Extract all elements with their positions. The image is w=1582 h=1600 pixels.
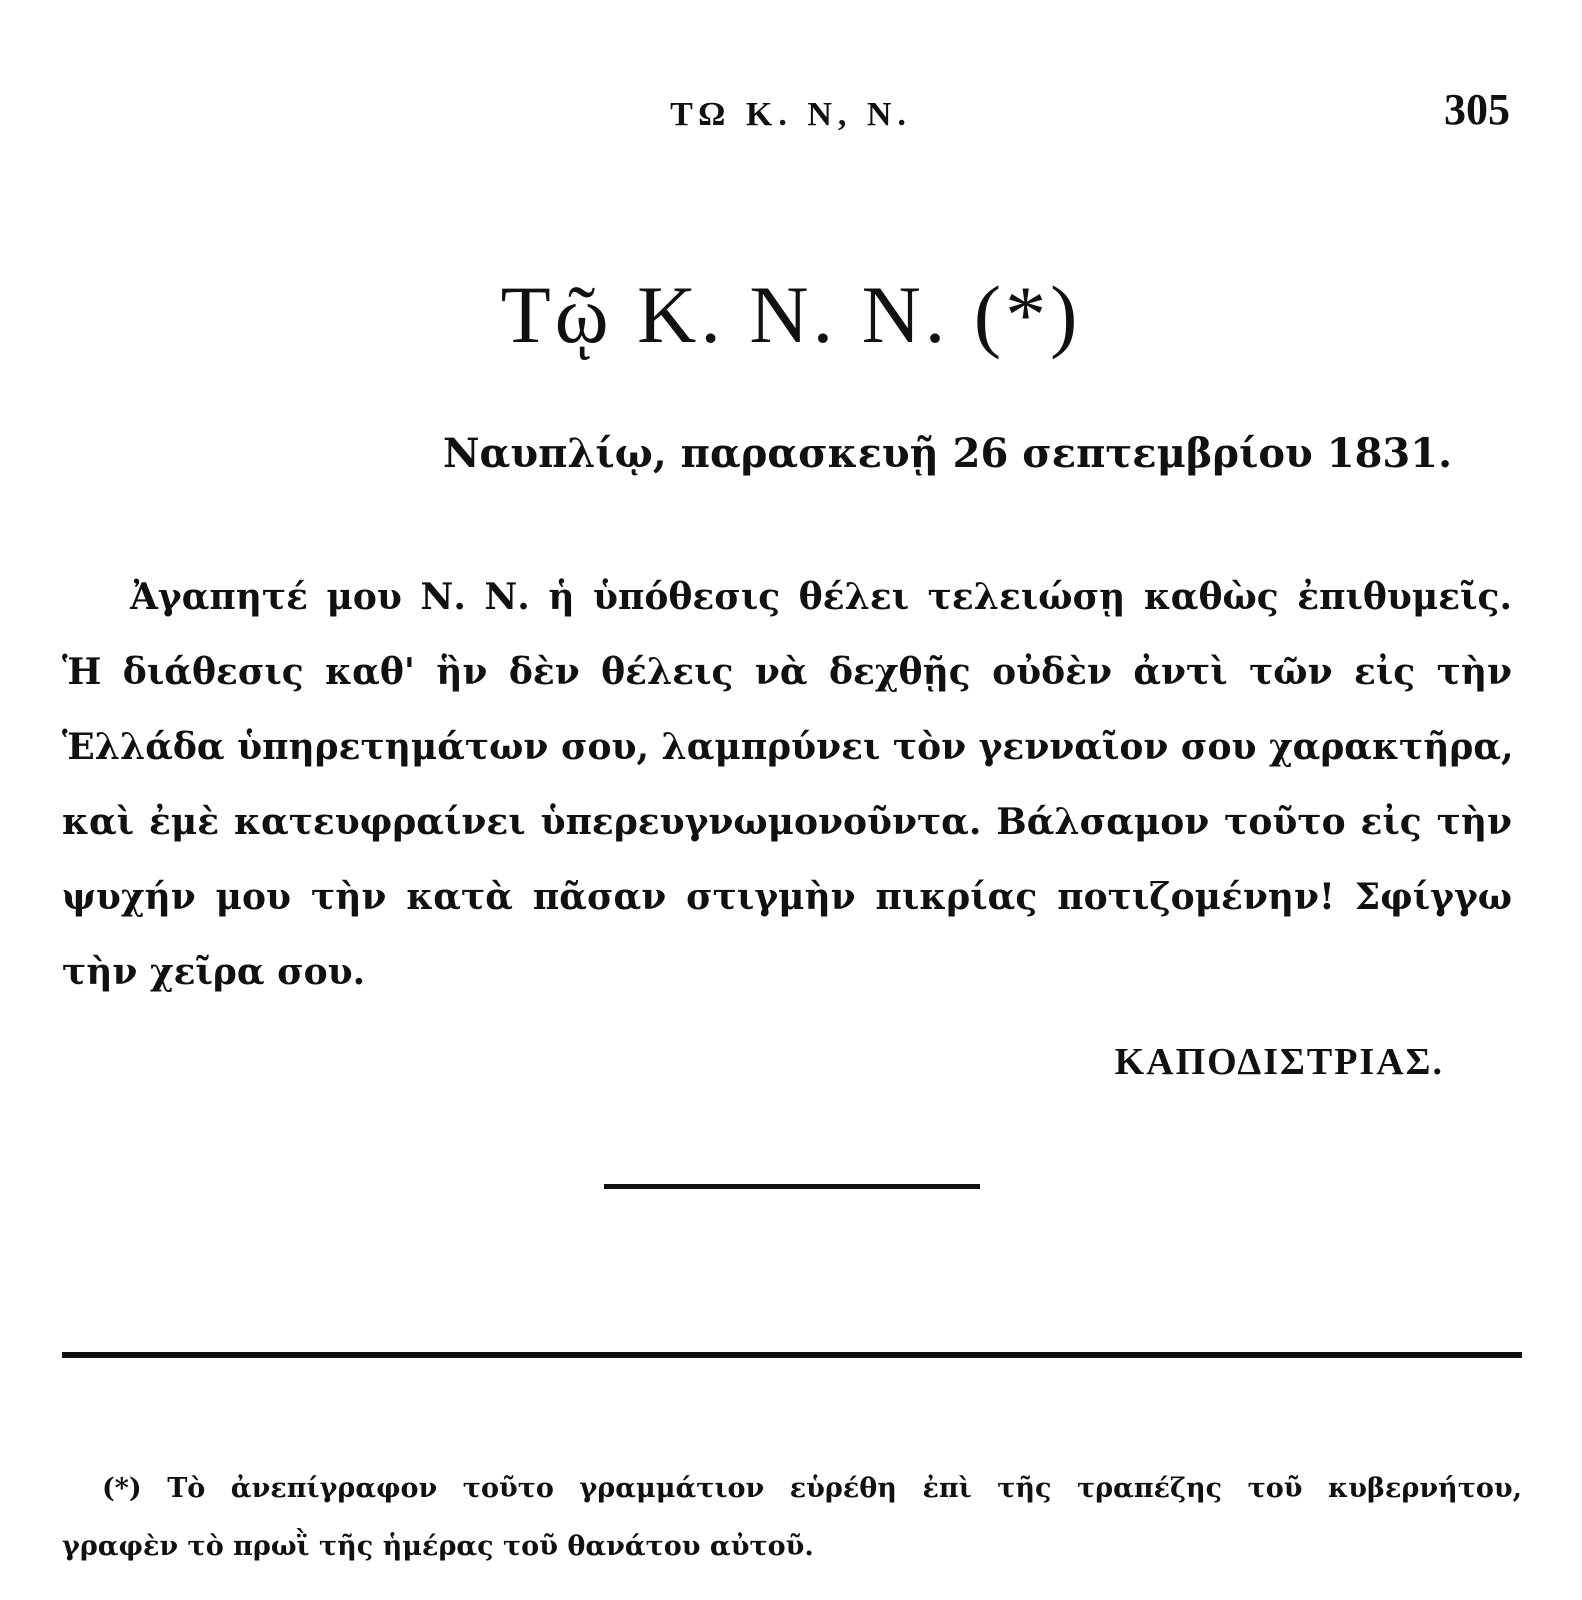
footnote-line: γραφὲν τὸ πρωῒ τῆς ἡμέρας τοῦ θανάτου αὐτοῦ. — [62, 1531, 814, 1562]
letter-title: Τῷ Κ. Ν. Ν. (*) — [500, 269, 1082, 360]
signature: ΚΑΠΟΔΙΣΤΡΙΑΣ. — [1114, 1041, 1444, 1083]
body-line: καὶ ἐμὲ κατευφραίνει ὑπερευγνωμονοῦντα. Βάλσαμον τοῦτο εἰς τὴν — [62, 801, 1512, 843]
running-head: ΤΩ Κ. Ν, Ν. — [670, 96, 912, 133]
short-divider — [604, 1184, 980, 1189]
dateline: Ναυπλίῳ, παρασκευῇ 26 σεπτεμβρίου 1831. — [442, 430, 1452, 477]
body-line: τὴν χεῖρα σου. — [62, 951, 366, 993]
body-line: Ἑλλάδα ὑπηρετημάτων σου, λαμπρύνει τὸν γενναῖον σου χαρακτῆρα, — [62, 726, 1514, 768]
footnote — [62, 1460, 1522, 1576]
page-number: 305 — [1444, 85, 1510, 134]
footnote-divider — [62, 1352, 1522, 1358]
body-line: Ἀγαπητέ μου Ν. Ν. ἡ ὑπόθεσις θέλει τελειώσῃ καθὼς ἐπιθυμεῖς. — [130, 576, 1512, 618]
footnote-line: (*) Τὸ ἀνεπίγραφον τοῦτο γραμμάτιον εὑρέθη ἐπὶ τῆς τραπέζης τοῦ κυβερνήτου, — [102, 1473, 1522, 1504]
letter-body — [62, 560, 1512, 1010]
body-line: ψυχήν μου τὴν κατὰ πᾶσαν στιγμὴν πικρίας ποτιζομένην! Σφίγγω — [62, 876, 1512, 918]
body-line: Ἡ διάθεσις καθ' ἣν δὲν θέλεις νὰ δεχθῇς οὐδὲν ἀντὶ τῶν εἰς τὴν — [62, 651, 1512, 693]
